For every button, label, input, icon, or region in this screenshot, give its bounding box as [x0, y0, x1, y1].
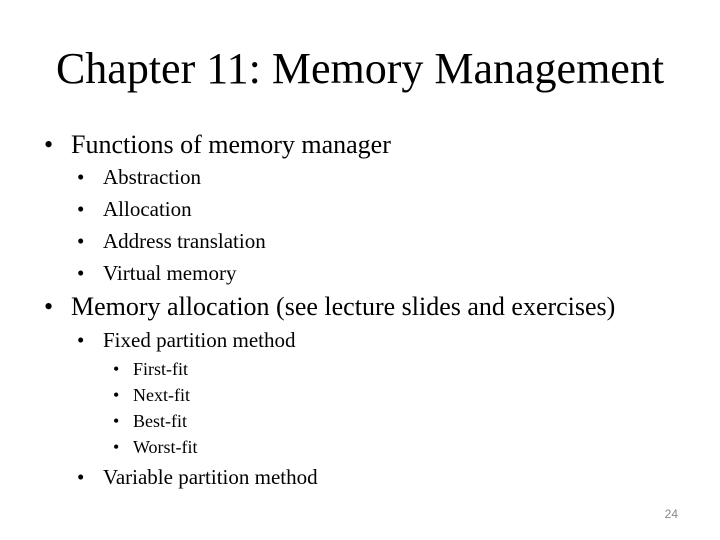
bullet-glyph: •	[113, 411, 120, 431]
subbullet-text: Abstraction	[103, 165, 201, 189]
bullet-glyph: •	[44, 292, 54, 321]
bullet-glyph: •	[77, 465, 85, 489]
bullet-functions-of-memory-manager	[44, 129, 391, 161]
bullet-text: Functions of memory manager	[71, 130, 391, 159]
subbullet-text: Virtual memory	[103, 261, 237, 285]
bullet-glyph: •	[113, 437, 120, 457]
subbullet-virtual-memory	[77, 260, 236, 286]
subsubbullet-text: Worst-fit	[133, 437, 198, 457]
subsubbullet-worst-fit	[113, 436, 198, 458]
bullet-glyph: •	[77, 165, 85, 189]
subsubbullet-best-fit	[113, 410, 187, 432]
subbullet-abstraction	[77, 164, 201, 190]
subsubbullet-text: Next-fit	[133, 385, 190, 405]
bullet-glyph: •	[44, 130, 54, 159]
bullet-memory-allocation	[44, 291, 615, 323]
subsubbullet-next-fit	[113, 384, 190, 406]
subbullet-text: Fixed partition method	[103, 328, 296, 352]
page-number: 24	[664, 507, 678, 521]
subsubbullet-text: Best-fit	[133, 411, 187, 431]
subbullet-text: Variable partition method	[103, 465, 318, 489]
subsubbullet-text: First-fit	[133, 359, 189, 379]
subsubbullet-first-fit	[113, 358, 188, 380]
slide-title: Chapter 11: Memory Management	[55, 44, 665, 93]
subbullet-text: Allocation	[103, 197, 192, 221]
bullet-glyph: •	[77, 229, 85, 253]
bullet-text: Memory allocation (see lecture slides and exercises)	[71, 292, 616, 321]
subbullet-allocation	[77, 196, 192, 222]
bullet-glyph: •	[77, 261, 85, 285]
subbullet-address-translation	[77, 228, 266, 254]
bullet-glyph: •	[77, 197, 85, 221]
bullet-glyph: •	[113, 385, 120, 405]
bullet-glyph: •	[113, 359, 120, 379]
subbullet-variable-partition-method	[77, 464, 318, 490]
bullet-glyph: •	[77, 328, 85, 352]
subbullet-fixed-partition-method	[77, 327, 295, 353]
subbullet-text: Address translation	[103, 229, 266, 253]
